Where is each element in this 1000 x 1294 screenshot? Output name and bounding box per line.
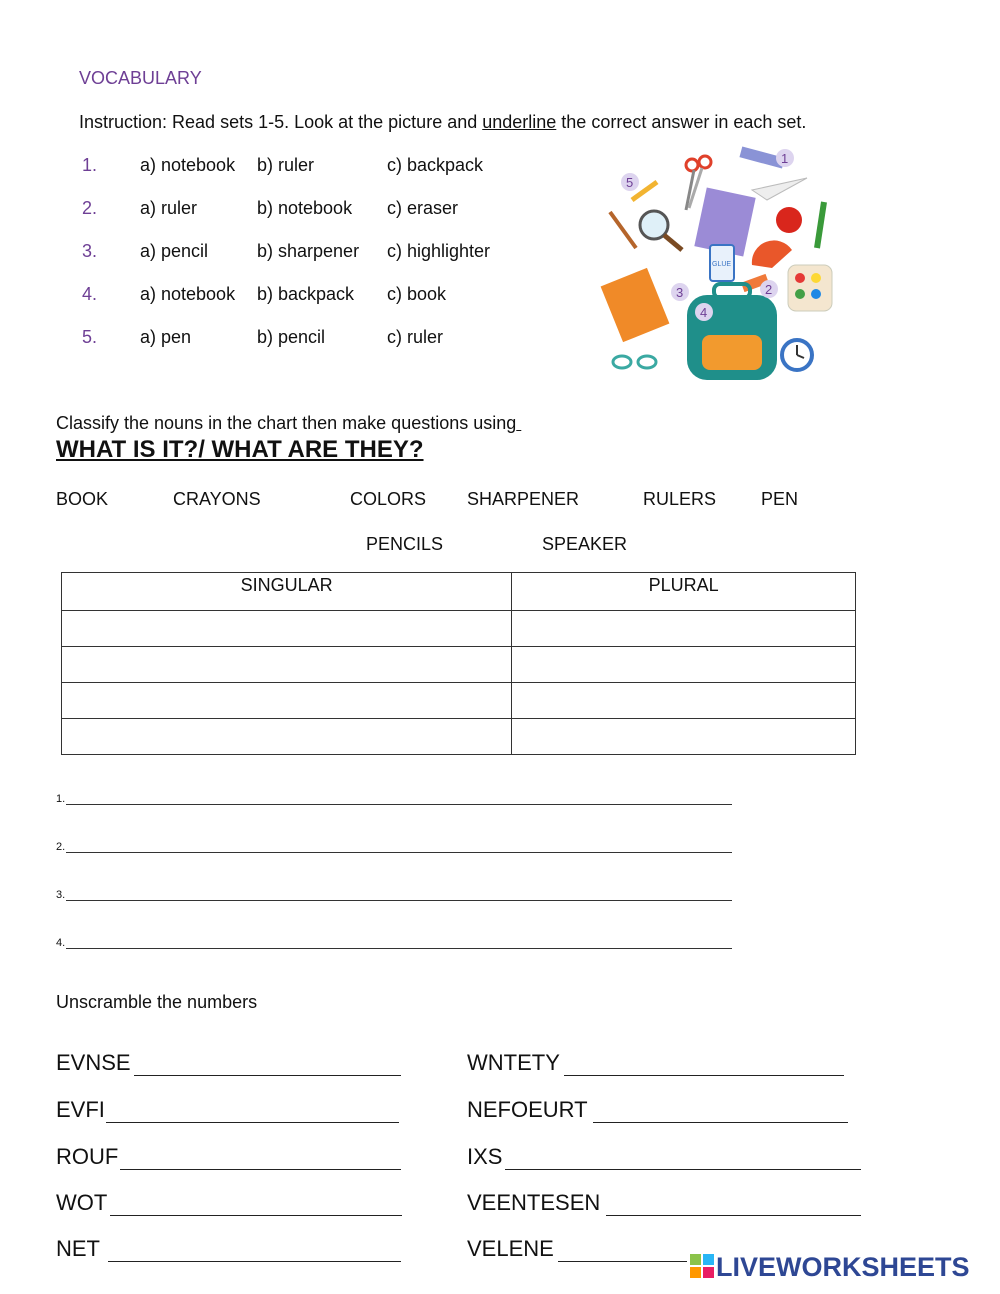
option-a[interactable]: a) ruler bbox=[140, 198, 198, 218]
set-number: 4. bbox=[82, 284, 98, 304]
marker-1 bbox=[776, 149, 794, 167]
paintbrush-icon bbox=[610, 212, 636, 248]
vocab-set-3 bbox=[0, 241, 560, 265]
protractor-icon bbox=[752, 240, 792, 268]
marker-5 bbox=[621, 173, 639, 191]
table-cell[interactable] bbox=[62, 683, 512, 719]
svg-text:3: 3 bbox=[676, 285, 684, 300]
liveworksheets-logo bbox=[690, 1252, 970, 1283]
classify-instruction: Classify the nouns in the chart then make questions using bbox=[56, 413, 517, 433]
question-line[interactable]: 2. bbox=[56, 841, 732, 855]
option-a[interactable]: a) notebook bbox=[140, 155, 236, 175]
noun-word: CRAYONS bbox=[173, 489, 261, 509]
svg-text:5: 5 bbox=[626, 175, 634, 190]
unscramble-item[interactable]: WOT bbox=[56, 1190, 402, 1218]
option-a[interactable]: a) notebook bbox=[140, 284, 236, 304]
question-line[interactable]: 1. bbox=[56, 793, 732, 807]
vocab-set-1 bbox=[0, 155, 560, 179]
vocabulary-title: VOCABULARY bbox=[79, 68, 202, 88]
table-cell[interactable] bbox=[512, 719, 856, 755]
magnifier-icon bbox=[640, 211, 682, 250]
plural-header: PLURAL bbox=[512, 573, 856, 611]
option-b[interactable]: b) ruler bbox=[257, 155, 315, 175]
noun-word: SHARPENER bbox=[467, 489, 580, 509]
instruction-underlined-word: underline bbox=[482, 112, 557, 132]
paper-plane-icon bbox=[752, 178, 807, 200]
option-c[interactable]: c) backpack bbox=[387, 155, 484, 175]
question-line[interactable]: 4. bbox=[56, 937, 732, 951]
glue-label: GLUE bbox=[712, 261, 732, 268]
set-number: 2. bbox=[82, 198, 98, 218]
glasses-icon bbox=[613, 356, 656, 368]
table-cell[interactable] bbox=[62, 647, 512, 683]
question-line[interactable]: 3. bbox=[56, 889, 732, 903]
marker-2 bbox=[760, 280, 778, 298]
vocab-set-4 bbox=[0, 284, 560, 308]
unscramble-item[interactable]: EVFI bbox=[56, 1097, 399, 1125]
glue-bottle-icon bbox=[710, 245, 734, 281]
option-a[interactable]: a) pencil bbox=[140, 241, 209, 261]
unscramble-item[interactable]: VEENTESEN bbox=[467, 1190, 861, 1218]
noun-word: RULERS bbox=[643, 489, 717, 509]
set-number: 5. bbox=[82, 327, 98, 347]
option-c[interactable]: c) ruler bbox=[387, 327, 444, 347]
unscramble-item[interactable]: ROUF bbox=[56, 1144, 401, 1172]
option-c[interactable]: c) eraser bbox=[387, 198, 459, 218]
svg-text:4: 4 bbox=[700, 305, 708, 320]
set-number: 1. bbox=[82, 155, 98, 175]
noun-word: BOOK bbox=[56, 489, 109, 509]
marker-4 bbox=[695, 303, 713, 321]
classification-table bbox=[61, 572, 856, 755]
unscramble-item[interactable]: WNTETY bbox=[467, 1050, 844, 1078]
question-heading: WHAT IS IT?/ WHAT ARE THEY? bbox=[56, 436, 424, 463]
set-number: 3. bbox=[82, 241, 98, 261]
instruction-text bbox=[79, 112, 806, 133]
paint-palette-icon bbox=[788, 265, 832, 311]
highlighter-icon bbox=[817, 202, 824, 248]
table-cell[interactable] bbox=[512, 683, 856, 719]
option-b[interactable]: b) pencil bbox=[257, 327, 326, 347]
unscramble-title: Unscramble the numbers bbox=[56, 992, 258, 1012]
table-cell[interactable] bbox=[512, 647, 856, 683]
option-a[interactable]: a) pen bbox=[140, 327, 192, 347]
option-b[interactable]: b) backpack bbox=[257, 284, 355, 304]
liveworksheets-logo-icon bbox=[690, 1254, 714, 1278]
unscramble-item[interactable]: NEFOEURT bbox=[467, 1097, 848, 1125]
apple-icon bbox=[776, 207, 802, 233]
unscramble-item[interactable]: NET bbox=[56, 1236, 401, 1264]
backpack-icon bbox=[687, 284, 777, 380]
table-cell[interactable] bbox=[512, 611, 856, 647]
vocab-set-5 bbox=[0, 327, 560, 351]
svg-text:1: 1 bbox=[781, 151, 789, 166]
instruction-part: Instruction: Read sets 1-5. Look at the picture and bbox=[79, 112, 483, 132]
option-b[interactable]: b) notebook bbox=[257, 198, 353, 218]
noun-word: PENCILS bbox=[366, 534, 444, 554]
book-icon bbox=[601, 268, 670, 342]
svg-text:2: 2 bbox=[765, 282, 773, 297]
school-supplies-illustration bbox=[592, 140, 842, 390]
instruction-part: the correct answer in each set. bbox=[556, 112, 807, 132]
unscramble-item[interactable]: VELENE bbox=[467, 1236, 687, 1264]
unscramble-item[interactable]: IXS bbox=[467, 1144, 861, 1172]
unscramble-item[interactable]: EVNSE bbox=[56, 1050, 401, 1078]
option-c[interactable]: c) book bbox=[387, 284, 447, 304]
noun-word: PEN bbox=[761, 489, 799, 509]
alarm-clock-icon bbox=[782, 340, 812, 370]
table-cell[interactable] bbox=[62, 611, 512, 647]
noun-word: SPEAKER bbox=[542, 534, 628, 554]
vocab-set-2 bbox=[0, 198, 560, 222]
table-cell[interactable] bbox=[62, 719, 512, 755]
brand-name: LIVEWORKSHEETS bbox=[716, 1252, 970, 1282]
option-b[interactable]: b) sharpener bbox=[257, 241, 360, 261]
singular-header: SINGULAR bbox=[62, 573, 512, 611]
option-c[interactable]: c) highlighter bbox=[387, 241, 491, 261]
marker-3 bbox=[671, 283, 689, 301]
noun-word: COLORS bbox=[350, 489, 427, 509]
